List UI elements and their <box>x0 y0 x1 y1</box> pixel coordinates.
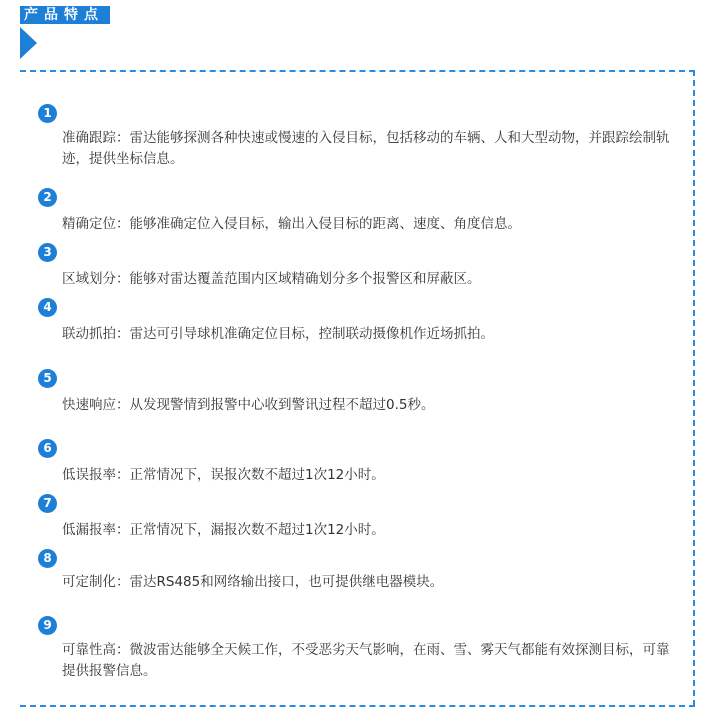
dashed-border-right <box>693 70 695 706</box>
feature-text: 联动抓拍：雷达可引导球机准确定位目标，控制联动摄像机作近场抓拍。 <box>62 326 494 342</box>
feature-text: 可定制化：雷达RS485和网络输出接口，也可提供继电器模块。 <box>62 574 444 590</box>
number-badge: 7 <box>38 494 57 513</box>
feature-text: 快速响应：从发现警情到报警中心收到警讯过程不超过0.5秒。 <box>62 397 435 413</box>
feature-text: 低误报率：正常情况下，误报次数不超过1次12小时。 <box>62 467 385 483</box>
dashed-border-bottom <box>20 705 695 707</box>
number-badge: 8 <box>38 549 57 568</box>
feature-text: 可靠性高：微波雷达能够全天候工作，不受恶劣天气影响，在雨、雪、雾天气都能有效探测目标，可靠提供报警信息。 <box>62 642 670 679</box>
feature-text: 低漏报率：正常情况下，漏报次数不超过1次12小时。 <box>62 522 385 538</box>
number-badge: 1 <box>38 104 57 123</box>
number-badge: 2 <box>38 188 57 207</box>
number-badge: 9 <box>38 616 57 635</box>
number-badge: 5 <box>38 369 57 388</box>
dashed-border-top <box>20 70 695 72</box>
title-arrow-icon <box>20 27 37 59</box>
number-badge: 3 <box>38 243 57 262</box>
section-title: 产品特点 <box>20 6 110 24</box>
feature-text: 区域划分：能够对雷达覆盖范围内区域精确划分多个报警区和屏蔽区。 <box>62 271 481 287</box>
feature-text: 准确跟踪：雷达能够探测各种快速或慢速的入侵目标，包括移动的车辆、人和大型动物，并跟踪绘制轨迹，提供坐标信息。 <box>62 130 670 167</box>
number-badge: 6 <box>38 439 57 458</box>
feature-text: 精确定位：能够准确定位入侵目标，输出入侵目标的距离、速度、角度信息。 <box>62 216 521 232</box>
number-badge: 4 <box>38 298 57 317</box>
